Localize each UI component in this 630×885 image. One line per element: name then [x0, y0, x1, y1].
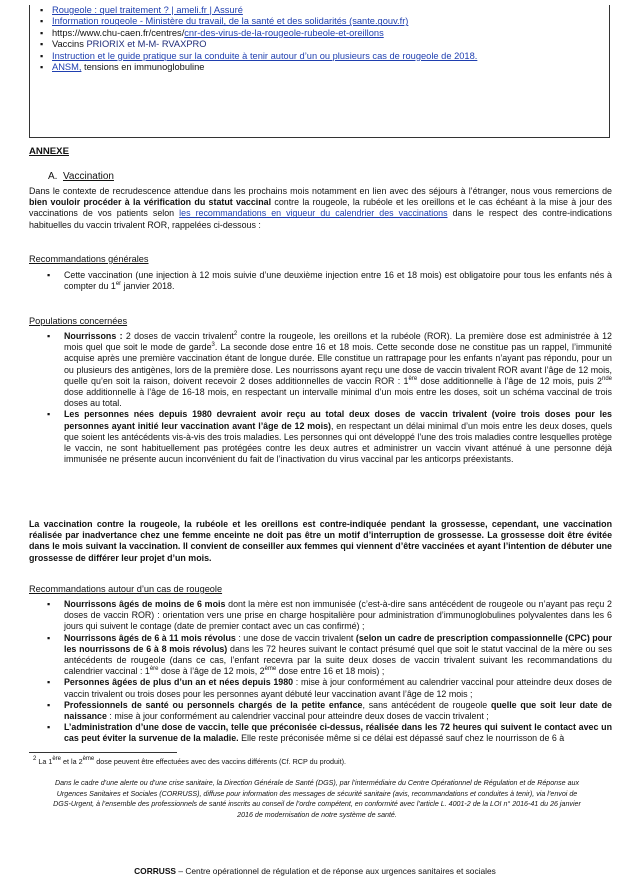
list-item	[43, 677, 612, 699]
item-text: janvier 2018.	[121, 281, 175, 292]
footnote-ref: 3	[211, 342, 215, 349]
list-item	[43, 599, 612, 633]
item-text: . La seconde dose entre 16 et 18 mois. Cette seconde dose ne constitue pas un rappel, l’immunité acquise après une première vaccination étant de longue durée. Elle constitue un rattrapage pour les enfants n’ayant pas répondu, pour un ou plusieurs des antigènes, lors de la première dose. Les nourrissons ayant reçu une dose de vaccin trivalent ROR avant l’âge de 12 mois, quelle qu’en soit la raison, doivent recevoir 2 doses additionnelles de vaccin ROR : 1	[64, 342, 612, 386]
list-item	[43, 409, 612, 465]
source-url-prefix: https://www.chu-caen.fr/centres/	[52, 27, 185, 38]
item-bold: Nourrissons âgés de moins de 6 mois	[64, 599, 226, 609]
item-text: dose additionnelle à l’âge de 16-18 mois, en respectant un intervalle minimal d’un mois entre les doses, soit un schéma vaccinal de trois doses au total.	[64, 387, 612, 409]
item-text: dont la mère est non immunisée (c’est-à-dire sans antécédent de rougeole ou n’ayant pas reçu 2 doses de vaccin ROR) : orientation vers une prise en charge hospitalière pour administration d’immunoglobulines polyvalentes dans les 6 jours qui suivent le contage (date de premier contact avec un cas confirmé) ;	[64, 599, 612, 632]
footnote-number: 2	[33, 756, 37, 762]
footer-org: CORRUSS	[134, 866, 177, 876]
item-bold: Nourrissons âgés de 6 à 11 mois révolus	[64, 632, 236, 643]
superscript: ère	[408, 375, 418, 382]
superscript: nde	[601, 375, 612, 382]
superscript: er	[115, 281, 122, 288]
item-text: , en respectant un délai minimal d’un mois entre les deux doses, quels que soient les antécédents vis-à-vis des trois maladies. Les personnes qui ont développé l’une des trois maladies contre lesquelles protège le vaccin, ne sont habituellement pas protégées contre les deux autres et administrer un vaccin vivant atténué à une personne déjà immunisée ne présente aucun inconvénient du fait de l’inactivation du virus vaccinal par les anticorps préexistants.	[64, 420, 613, 465]
item-bold: (selon un cadre de prescription compassionnelle (CPC) pour les nourrissons de 6 à 8 mois révolus)	[64, 632, 612, 654]
footnote-text: dose peuvent être effectuées avec des vaccins différents (Cf. RCP du produit).	[94, 757, 346, 766]
populations-list	[43, 331, 612, 465]
list-item	[43, 700, 612, 722]
source-item	[52, 16, 609, 27]
intro-text: dans le respect des contre-indications habituelles du vaccin trivalent ROR, rappelées ci-dessous :	[29, 208, 612, 230]
section-a-heading	[48, 171, 114, 182]
reco-generales-heading: Recommandations générales	[29, 254, 149, 264]
list-item	[43, 722, 612, 744]
intro-text: contre la rougeole, la rubéole et les oreillons et le cas échéant à la mise à jour des vaccinations de vos patients selon	[29, 197, 612, 219]
superscript: ème	[82, 756, 95, 762]
sources-list	[30, 5, 609, 73]
footnote-text: et la 2	[61, 757, 83, 766]
list-item	[43, 633, 612, 678]
intro-text: Dans le contexte de recrudescence attendue dans les prochains mois notamment en lien avec des séjours à l’étranger, nous vous remercions de	[29, 186, 612, 196]
footnote-ref: 2	[233, 331, 238, 337]
source-link-ministere[interactable]: Information rougeole - Ministère du travail, de la santé et des solidarités (sante.gouv.fr)	[52, 16, 409, 27]
source-item	[52, 51, 609, 62]
source-prefix: Vaccins	[52, 39, 87, 50]
list-item	[43, 331, 612, 409]
item-text: dose à l’âge de 12 mois, 2	[158, 666, 265, 677]
item-bold: Professionnels de santé ou personnels chargés de la petite enfance	[64, 699, 363, 710]
annexe-heading: ANNEXE	[29, 146, 69, 157]
source-vaccins-names: PRIORIX et M-M- RVAXPRO	[86, 39, 207, 50]
item-text: , sans antécédent de rougeole	[362, 699, 491, 710]
footnote-text: La 1	[36, 757, 53, 766]
section-title: Vaccination	[63, 171, 114, 182]
superscript: ère	[149, 666, 159, 673]
footer-text: – Centre opérationnel de régulation et de réponse aux urgences sanitaires et sociales	[176, 866, 496, 876]
footnote	[33, 757, 346, 766]
reco-cas-heading: Recommandations autour d’un cas de rougeole	[29, 584, 223, 594]
item-text: : une dose de vaccin trivalent	[235, 632, 356, 643]
footnote-divider	[29, 752, 177, 753]
item-text: dose additionnelle à l’âge de 12 mois, puis 2	[417, 375, 602, 386]
calendrier-link[interactable]: les recommandations en vigueur du calendrier des vaccinations	[179, 208, 448, 219]
dgs-disclaimer: Dans le cadre d’une alerte ou d’une crise sanitaire, la Direction Générale de Santé (DGS), par l’intermédiaire du Centre Opérationnel de Régulation et de Réponse aux Urgences Sanitaires et Sociales (CORRUSS), diffuse pour information des messages de sécurité sanitaire (avis, recommandations et conduites à tenir), via l’envoi de DGS-Urgent, à l’ensemble des professionnels de santé inscrits au conseil de l’ordre compétent, en conformité avec l’article L. 4001-2 de la LOI n° 2016-41 du 26 janvier 2016 de modernisation de notre système de santé.	[53, 779, 581, 819]
source-link-instruction[interactable]: Instruction et le guide pratique sur la conduite à tenir autour d’un ou plusieurs cas de rougeole de 2018.	[52, 50, 478, 61]
item-text: dans les 72 heures suivant le contact présumé quel que soit le statut vaccinal de la mère ou ses antécédents de rougeole (dans ce cas, l’enfant recevra par la suite deux doses de vaccin trivalent suivant les recommandations du calendrier vaccinal : 1	[64, 643, 612, 677]
item-bold: Les personnes nées depuis 1980 devraient avoir reçu au total deux doses de vaccin trivalent (voire trois doses pour les personnes ayant initié leur vaccination avant l’âge de 12 mois)	[64, 409, 612, 431]
source-link-chu-caen[interactable]: cnr-des-virus-de-la-rougeole-rubeole-et-oreillons	[184, 27, 384, 38]
populations-heading: Populations concernées	[29, 316, 128, 326]
source-item	[52, 39, 609, 50]
item-bold: Personnes âgées de plus d’un an et nées depuis 1980	[64, 677, 294, 688]
source-link-ameli[interactable]: Rougeole : quel traitement ? | ameli.fr | Assuré	[52, 5, 243, 15]
intro-paragraph	[29, 186, 612, 231]
list-item	[43, 270, 612, 292]
reco-cas-list	[43, 599, 612, 745]
item-text: contre la rougeole, les oreillons et la rubéole (ROR). La première dose est administrée à 12 mois quel que soit le mode de garde	[64, 331, 612, 353]
item-text: 2 doses de vaccin trivalent	[122, 331, 234, 341]
item-bold: L’administration d’une dose de vaccin, telle que préconisée ci-dessus, réalisée dans les 72 heures qui suivent le contact avec un cas peut éviter la survenue de la maladie.	[64, 722, 612, 744]
source-item	[52, 5, 609, 16]
source-suffix: tensions en immunoglobuline	[81, 62, 205, 73]
superscript: ère	[52, 756, 62, 762]
item-text: : mise à jour conformément au calendrier vaccinal pour atteindre deux doses de vaccin trivalent ou trois doses pour les personnes ayant débuté leur vaccination avant l’âge de 12 mois ;	[64, 677, 612, 699]
grossesse-paragraph: La vaccination contre la rougeole, la rubéole et les oreillons est contre-indiquée pendant la grossesse, cependant, une vaccination réalisée par inadvertance chez une femme enceinte ne doit pas être un motif d’interruption de grossesse. La grossesse doit être évitée dans le mois suivant la vaccination. Il convient de conseiller aux femmes qui viennent d’être vaccinées et ayant l’intention de débuter une grossesse de différer leur projet d’un mois.	[29, 519, 612, 563]
source-link-ansm[interactable]: ANSM,	[52, 62, 82, 73]
intro-bold: bien vouloir procéder à la vérification du statut vaccinal	[29, 197, 272, 208]
superscript: ème	[264, 666, 277, 673]
item-text: Elle reste préconisée même si ce délai est dépassé sauf chez le nourrisson de 6 à	[238, 733, 565, 744]
section-letter: A.	[48, 171, 58, 182]
item-text: Cette vaccination (une injection à 12 mois suivie d’une deuxième injection entre 16 et 18 mois) est obligatoire pour tous les enfants nés à compter du 1	[64, 270, 612, 292]
item-text: dose entre 16 et 18 mois) ;	[276, 666, 385, 677]
item-text: : mise à jour conformément au calendrier vaccinal pour atteindre deux doses de vaccin trivalent ;	[106, 711, 489, 722]
sources-box	[29, 5, 610, 138]
source-item	[52, 62, 609, 73]
page-footer	[0, 866, 630, 876]
source-item	[52, 28, 609, 39]
item-bold: Nourrissons :	[64, 331, 123, 341]
item-bold: quelle que soit leur date de naissance	[64, 699, 612, 722]
reco-generales-list	[43, 270, 612, 292]
